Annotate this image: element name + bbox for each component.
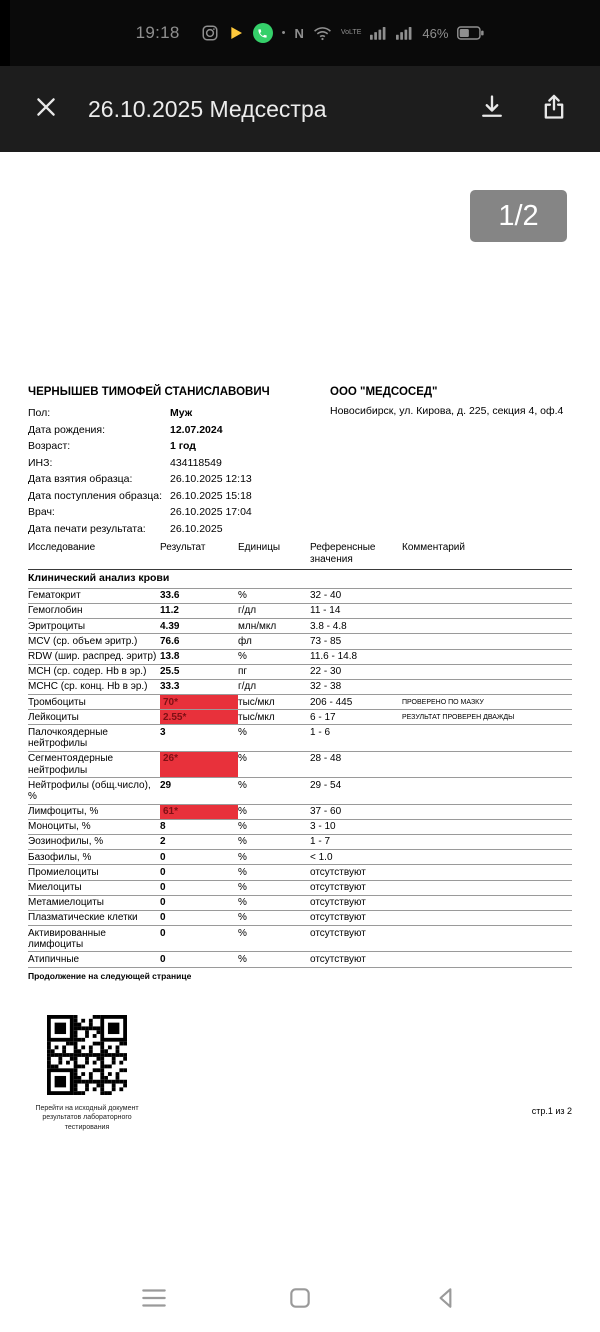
result-value: 3 [160,725,238,751]
result-row [28,710,572,725]
header-actions [470,87,576,131]
result-name: MCH (ср. содер. Hb в эр.) [28,664,160,679]
result-row [28,834,572,849]
result-comment [402,649,572,664]
result-row [28,819,572,834]
clock: 19:18 [135,23,180,42]
result-units: пг [238,664,310,679]
result-units: % [238,926,310,952]
result-comment [402,910,572,925]
result-comment [402,926,572,952]
result-units: % [238,834,310,849]
result-reference: отсутствуют [310,910,402,925]
result-row [28,880,572,895]
wifi-icon [313,26,332,41]
result-name: Базофилы, % [28,850,160,865]
result-units: % [238,850,310,865]
result-row [28,619,572,634]
result-name: Гемоглобин [28,603,160,618]
result-name: Тромбоциты [28,695,160,710]
patient-field-value: 26.10.2025 15:18 [170,489,252,502]
result-value: 2 [160,834,238,849]
result-value: 70* [160,695,238,710]
patient-field-value: 434118549 [170,456,222,469]
result-name: Атипичные [28,952,160,967]
section-title-row [28,570,572,589]
clinic-name: ООО "МЕДСОСЕД" [330,386,438,398]
android-nav-bar [0,1268,600,1332]
result-comment [402,725,572,751]
result-comment [402,603,572,618]
result-name: Моноциты, % [28,819,160,834]
result-name: RDW (шир. распред. эритр) [28,649,160,664]
col-header-comment: Комментарий [402,540,572,570]
result-reference: 29 - 54 [310,778,402,804]
result-value: 61* [160,804,238,819]
result-units: % [238,895,310,910]
volte-indicator: VoLTE [340,29,362,37]
patient-field-label: ИНЗ: [28,456,53,469]
col-header-test: Исследование [28,540,160,570]
result-reference: 3 - 10 [310,819,402,834]
close-button[interactable] [24,87,68,131]
result-units: % [238,819,310,834]
result-name: Лимфоциты, % [28,804,160,819]
result-units: фл [238,634,310,649]
result-value: 33.3 [160,679,238,694]
clinic-address: Новосибирск, ул. Кирова, д. 225, секция 4, оф.4 [330,405,564,417]
results-body [28,588,572,967]
result-row [28,926,572,952]
result-row [28,695,572,710]
result-reference: отсутствуют [310,952,402,967]
result-units: тыс/мкл [238,695,310,710]
result-row [28,952,572,967]
result-name: Плазматические клетки [28,910,160,925]
result-units: % [238,804,310,819]
patient-field [28,488,574,505]
status-bar [10,0,600,66]
result-comment [402,664,572,679]
result-row [28,804,572,819]
patient-field-label: Врач: [28,506,55,518]
result-name: Промиелоциты [28,865,160,880]
result-reference: отсутствуют [310,880,402,895]
result-row [28,895,572,910]
share-icon [540,93,568,126]
result-units: % [238,880,310,895]
col-header-reference: Референсные значения [310,540,402,570]
result-comment [402,819,572,834]
home-square-icon [287,1285,313,1316]
section-title: Клинический анализ крови [28,570,572,589]
patient-field [28,422,574,439]
nfc-icon: N [294,25,304,41]
result-comment [402,804,572,819]
result-units: % [238,952,310,967]
result-reference: 1 - 6 [310,725,402,751]
result-reference: отсутствуют [310,895,402,910]
result-units: % [238,649,310,664]
result-name: MCHC (ср. конц. Hb в эр.) [28,679,160,694]
result-name: Активированные лимфоциты [28,926,160,952]
page-number-label: стр.1 из 2 [531,1105,572,1116]
patient-field [28,521,574,538]
result-comment [402,619,572,634]
result-units: % [238,751,310,777]
result-reference: 206 - 445 [310,695,402,710]
result-units: % [238,865,310,880]
close-icon [33,94,59,125]
battery-icon [457,26,484,40]
result-value: 13.8 [160,649,238,664]
signal-bars-sim1-icon [370,26,387,40]
result-value: 4.39 [160,619,238,634]
document-page[interactable] [0,152,600,1332]
result-value: 11.2 [160,603,238,618]
result-value: 26* [160,751,238,777]
result-name: Эозинофилы, % [28,834,160,849]
result-value: 8 [160,819,238,834]
result-comment [402,880,572,895]
result-name: Сегментоядерные нейтрофилы [28,751,160,777]
result-value: 0 [160,895,238,910]
result-value: 76.6 [160,634,238,649]
result-reference: < 1.0 [310,850,402,865]
patient-field [28,438,574,455]
result-row [28,725,572,751]
notification-dot-icon: • [281,27,286,39]
share-button[interactable] [532,87,576,131]
result-row [28,865,572,880]
menu-icon [139,1286,169,1315]
result-reference: 28 - 48 [310,751,402,777]
patient-name: ЧЕРНЫШЕВ ТИМОФЕЙ СТАНИСЛАВОВИЧ [28,386,270,398]
result-comment: ПРОВЕРЕНО ПО МАЗКУ [402,695,572,710]
col-header-units: Единицы [238,540,310,570]
patient-field-label: Дата поступления образца: [28,489,163,502]
result-reference: 11 - 14 [310,603,402,618]
result-value: 0 [160,910,238,925]
patient-field-label: Дата печати результата: [28,522,146,535]
result-name: Миелоциты [28,880,160,895]
download-icon [478,93,506,126]
result-units: % [238,910,310,925]
patient-fields [28,405,574,537]
recents-button[interactable] [132,1278,176,1322]
result-comment [402,588,572,603]
result-comment: РЕЗУЛЬТАТ ПРОВЕРЕН ДВАЖДЫ [402,710,572,725]
qr-block [28,1015,146,1132]
battery-percent: 46% [422,25,449,41]
results-block [28,540,574,1132]
result-name: Метамиелоциты [28,895,160,910]
result-name: Гематокрит [28,588,160,603]
result-value: 0 [160,850,238,865]
result-reference: 3.8 - 4.8 [310,619,402,634]
result-value: 0 [160,952,238,967]
result-row [28,850,572,865]
play-notification-icon [228,25,244,41]
result-reference: 11.6 - 14.8 [310,649,402,664]
result-comment [402,634,572,649]
result-reference: 22 - 30 [310,664,402,679]
result-value: 0 [160,880,238,895]
result-reference: 1 - 7 [310,834,402,849]
result-reference: 37 - 60 [310,804,402,819]
patient-field-label: Пол: [28,407,51,419]
patient-field [28,455,574,472]
results-table [28,540,572,968]
result-row [28,634,572,649]
patient-field-value: 26.10.2025 12:13 [170,473,252,485]
patient-field-value: Муж [170,407,193,419]
result-reference: 32 - 40 [310,588,402,603]
document-title: 26.10.2025 Медсестра [88,95,327,122]
result-value: 0 [160,865,238,880]
patient-field-label: Дата взятия образца: [28,473,133,485]
patient-field [28,504,574,521]
result-name: Лейкоциты [28,710,160,725]
result-units: % [238,588,310,603]
patient-field-label: Дата рождения: [28,423,105,436]
result-name: Нейтрофилы (общ.число), % [28,778,160,804]
signal-bars-sim2-icon [396,26,413,40]
result-row [28,679,572,694]
document-footer [28,1015,574,1132]
patient-field-label: Возраст: [28,440,71,452]
qr-caption: Перейти на исходный документ результатов лабораторного тестирования [35,1104,139,1131]
result-reference: 32 - 38 [310,679,402,694]
result-units: % [238,778,310,804]
result-row [28,649,572,664]
continuation-note: Продолжение на следующей странице [28,970,192,981]
table-header-row [28,540,572,570]
result-comment [402,751,572,777]
result-units: г/дл [238,679,310,694]
result-reference: 73 - 85 [310,634,402,649]
result-comment [402,679,572,694]
patient-field-value: 12.07.2024 [170,423,223,436]
page-indicator-badge: 1/2 [470,190,567,242]
result-name: MCV (ср. объем эритр.) [28,634,160,649]
result-comment [402,834,572,849]
patient-field [28,471,574,488]
result-row [28,778,572,804]
result-units: г/дл [238,603,310,618]
back-button[interactable] [424,1278,468,1322]
patient-field-value: 26.10.2025 17:04 [170,506,252,518]
result-value: 25.5 [160,664,238,679]
result-row [28,664,572,679]
result-comment [402,952,572,967]
app-header [0,66,600,152]
instagram-icon [201,24,219,42]
result-value: 29 [160,778,238,804]
result-row [28,603,572,618]
result-value: 2.55* [160,710,238,725]
result-comment [402,895,572,910]
result-comment [402,865,572,880]
patient-field-value: 26.10.2025 [170,522,223,535]
result-value: 0 [160,926,238,952]
result-reference: отсутствуют [310,865,402,880]
col-header-result: Результат [160,540,238,570]
result-units: млн/мкл [238,619,310,634]
result-units: % [238,725,310,751]
result-value: 33.6 [160,588,238,603]
result-row [28,910,572,925]
patient-info-block [28,386,574,537]
download-button[interactable] [470,87,514,131]
result-units: тыс/мкл [238,710,310,725]
result-name: Палочкоядерные нейтрофилы [28,725,160,751]
result-comment [402,778,572,804]
patient-field-value: 1 год [170,440,196,452]
home-button[interactable] [278,1278,322,1322]
result-reference: отсутствуют [310,926,402,952]
result-reference: 6 - 17 [310,710,402,725]
result-row [28,751,572,777]
result-row [28,588,572,603]
call-notification-icon [253,23,273,43]
result-comment [402,850,572,865]
qr-code [28,1015,146,1100]
result-name: Эритроциты [28,619,160,634]
back-triangle-icon [433,1285,459,1316]
clinic-info-block [330,386,592,417]
